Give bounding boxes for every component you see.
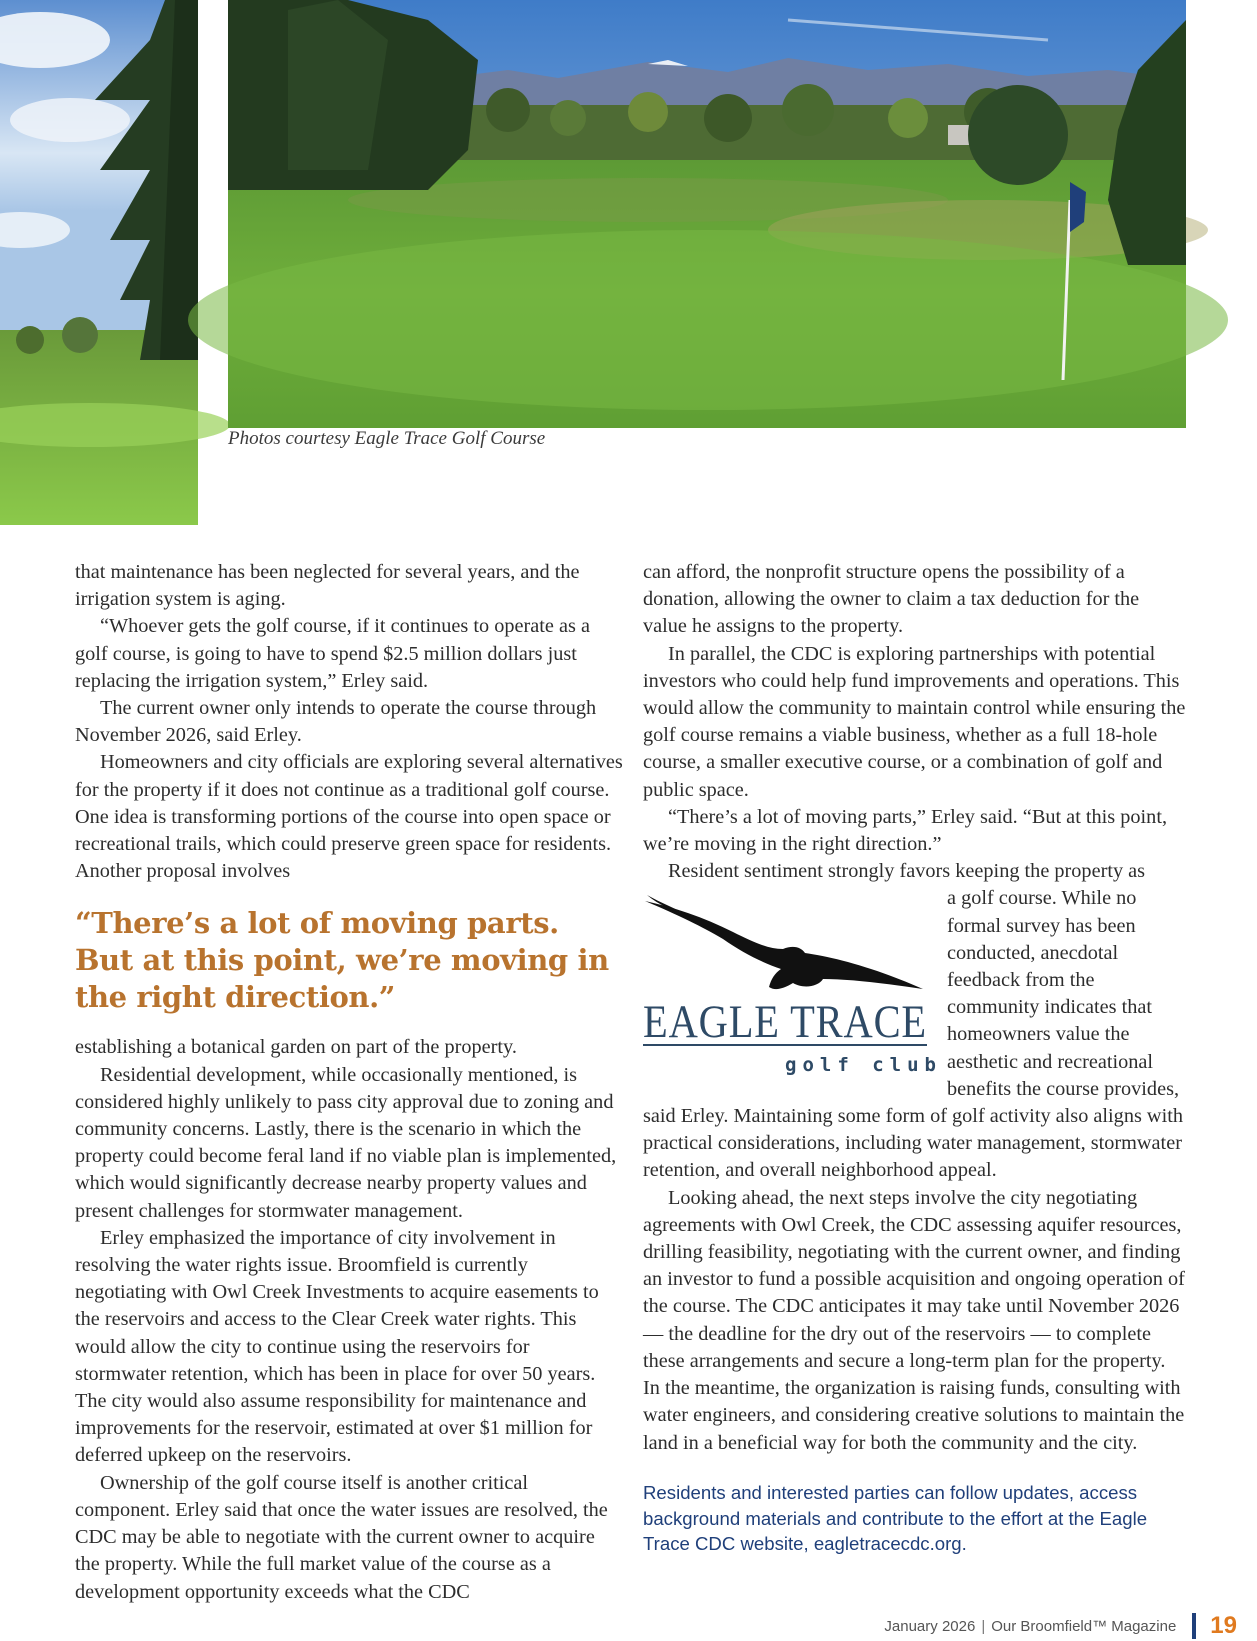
left-photo-scene — [0, 0, 198, 525]
article-right-column — [643, 559, 1187, 1457]
page-footer — [884, 1611, 1237, 1641]
body-paragraph: In parallel, the CDC is exploring partnerships with potential investors who could help fund improvements and operations. This would allow the community to maintain control while ensuring the golf course remains a viable business, whether as a full 18-hole course, a smaller executive course, or a combination of golf and public space. — [643, 642, 1186, 801]
eagle-trace-logo — [643, 887, 942, 1077]
body-paragraph: The current owner only intends to operate the course through November 2026, said Erley. — [75, 697, 597, 747]
page-number: 19 — [1210, 1612, 1237, 1639]
logo-subtitle: golf club — [785, 1054, 942, 1077]
main-golf-photo — [228, 0, 1186, 428]
footer-magazine-name: Our Broomfield™ Magazine — [991, 1617, 1177, 1635]
body-paragraph: Ownership of the golf course itself is another critical component. Erley said that once the water issues are resolved, the CDC may be able to negotiate with the current owner to acquire the property. While the full market value of the course as a development opportunity exceeds what the CDC — [75, 1471, 608, 1603]
body-paragraph: establishing a botanical garden on part of the property. — [75, 1036, 517, 1059]
main-photo-scene — [228, 0, 1186, 428]
body-paragraph: Looking ahead, the next steps involve the city negotiating agreements with Owl Creek, the CDC assessing aquifer resources, drilling feasibility, negotiating with the current owner, and finding an investor to fund a possible acquisition and ongoing operation of the course. The CDC anticipates it may take until November 2026 — the deadline for the dry out of the reservoirs — to complete these arrangements and secure a long-term plan for the property. In the meantime, the organization is raising funds, consulting with water engineers, and considering creative solutions to maintain the land in a beneficial way for both the community and the city. — [643, 1186, 1185, 1454]
body-paragraph: a golf course. While no formal survey has been conducted, anecdotal feedback from the community indicates that homeowners value the aesthetic and recreational benefits the course provides, said Erley. Maintaining some form of golf activity also aligns with practical considerations, including water management, stormwater retention, and overall neighborhood appeal. — [643, 887, 1183, 1182]
logo-name: EAGLE TRACE — [643, 996, 927, 1049]
pull-quote: “There’s a lot of moving parts. But at this point, we’re moving in the right direction.” — [75, 906, 609, 1015]
body-paragraph: Erley emphasized the importance of city involvement in resolving the water rights issue. Broomfield is currently negotiating with Owl Creek Investments to acquire easements to the reservoirs and access to the Clear Creek water rights. This would allow the city to continue using the reservoirs for stormwater retention, which has been in place for over 50 years. The city would also assume responsibility for maintenance and improvements for the reservoir, estimated at over $1 million for deferred upkeep on the reservoirs. — [75, 1226, 599, 1467]
body-paragraph: “Whoever gets the golf course, if it continues to operate as a golf course, is going to have to spend $2.5 million dollars just replacing the irrigation system,” Erley said. — [75, 615, 590, 692]
eagle-icon — [643, 887, 942, 1077]
photo-caption: Photos courtesy Eagle Trace Golf Course — [228, 428, 546, 449]
body-paragraph: Resident sentiment strongly favors keeping the property as — [668, 860, 1146, 883]
call-to-action: Residents and interested parties can follow updates, access background materials and contribute to the effort at the Eagle Trace CDC website, eagletracecdc.org. — [643, 1482, 1148, 1554]
body-paragraph: “There’s a lot of moving parts,” Erley said. “But at this point, we’re moving in the right direction.” — [643, 805, 1168, 856]
footer-separator: | — [981, 1617, 986, 1635]
body-paragraph: Homeowners and city officials are exploring several alternatives for the property if it does not continue as a traditional golf course. One idea is transforming portions of the course into open space or recreational trails, which could preserve green space for residents. Another proposal involves — [75, 751, 623, 883]
footer-divider-bar — [1192, 1613, 1196, 1639]
body-paragraph: that maintenance has been neglected for several years, and the irrigation system is aging. — [75, 561, 580, 611]
article-left-column — [75, 559, 623, 1606]
body-paragraph: Residential development, while occasionally mentioned, is considered highly unlikely to pass city approval due to zoning and community concerns. Lastly, there is the scenario in which the property could become feral land if no viable plan is implemented, which would significantly decrease nearby property values and present challenges for stormwater management. — [75, 1063, 617, 1222]
body-paragraph: can afford, the nonprofit structure opens the possibility of a donation, allowing the owner to claim a tax deduction for the value he assigns to the property. — [643, 561, 1140, 638]
footer-issue-date: January 2026 — [884, 1617, 976, 1635]
left-golf-photo — [0, 0, 198, 525]
